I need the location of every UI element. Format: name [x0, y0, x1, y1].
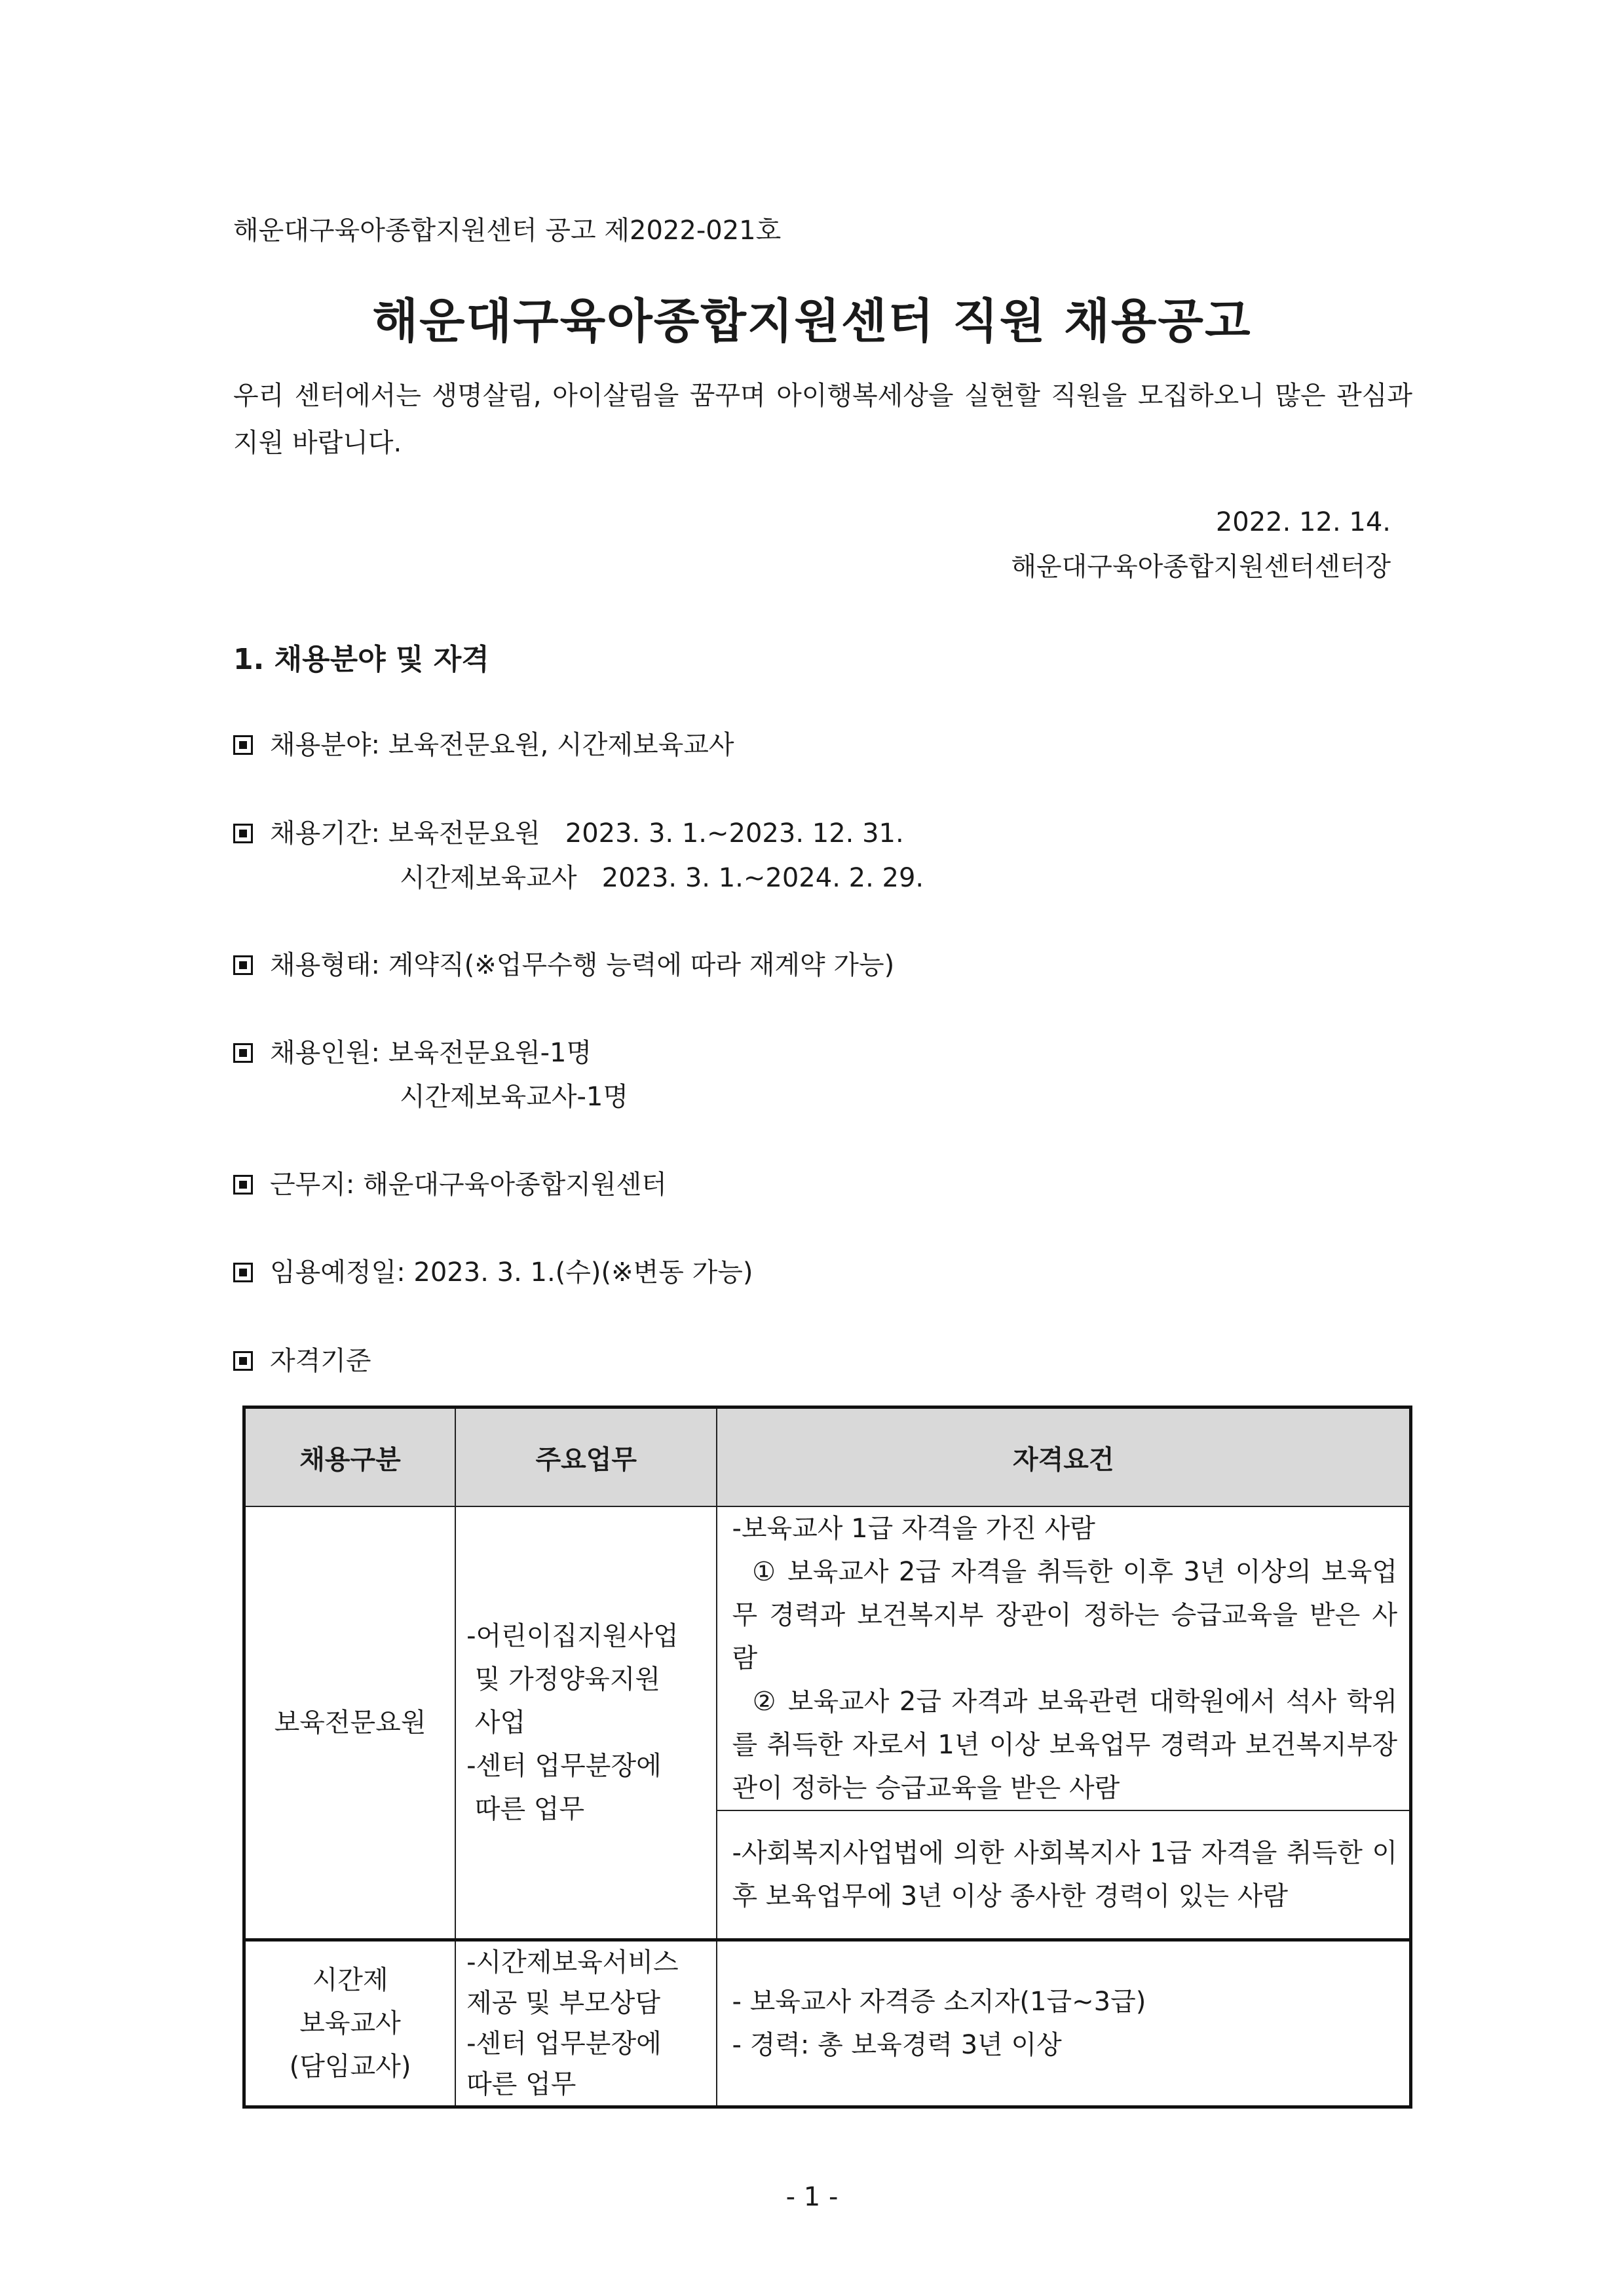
item-label: 근무지: [270, 1170, 355, 1200]
requirements-cell [717, 1506, 1410, 1810]
requirement-line: ② 보육교사 2급 자격과 보육관련 대학원에서 석사 학위를 취득한 자로서 1년 이상 보육업무 경력과 보건복지부장관이 정하는 승급교육을 받은 사람 [732, 1687, 1397, 1803]
item-label: 채용인원: [270, 1038, 381, 1068]
item-value-cont: 시간제보육교사 2023. 3. 1.~2024. 2. 29. [400, 863, 924, 893]
announcement-date: 2022. 12. 14. [1215, 507, 1391, 537]
square-bullet-icon [233, 1175, 253, 1195]
section-heading: 1. 채용분야 및 자격 [233, 643, 489, 676]
duties-text [456, 1942, 716, 2105]
duty-line: 따른 업무 [466, 1794, 585, 1824]
item-value-cont: 시간제보육교사-1명 [400, 1082, 629, 1112]
duty-line: -센터 업무분장에 [466, 2029, 662, 2059]
item-field [233, 732, 734, 758]
item-label: 채용기간: [270, 818, 381, 849]
requirements-cell [717, 1940, 1410, 2107]
duty-line: 제공 및 부모상담 [466, 1988, 661, 2018]
notice-number: 해운대구육아종합지원센터 공고 제2022-021호 [233, 216, 782, 246]
duty-line: 따른 업무 [466, 2069, 576, 2099]
category-line: (담임교사) [289, 2052, 411, 2082]
duty-line: -센터 업무분장에 [466, 1751, 662, 1781]
requirement-line: - 보육교사 자격증 소지자(1급~3급) [732, 1987, 1146, 2017]
item-label: 채용분야: [270, 730, 381, 760]
page-number: - 1 - [785, 2182, 839, 2212]
requirements-text [717, 1507, 1409, 1810]
requirement-line: ① 보육교사 2급 자격을 취득한 이후 3년 이상의 보육업무 경력과 보건복지부 장관이 정하는 승급교육을 받은 사람 [732, 1557, 1397, 1674]
table-row [244, 1940, 1411, 2107]
square-bullet-icon [233, 1043, 253, 1063]
header-duties: 주요업무 [455, 1407, 717, 1507]
item-value: 계약직(※업무수행 능력에 따라 재계약 가능) [388, 950, 895, 980]
item-qualification [233, 1348, 371, 1374]
requirement-line: - 경력: 총 보육경력 3년 이상 [732, 2030, 1062, 2060]
item-value: 2023. 3. 1.(수)(※변동 가능) [413, 1257, 753, 1288]
requirement-line: -사회복지사업법에 의한 사회복지사 1급 자격을 취득한 이후 보육업무에 3년 이상 종사한 경력이 있는 사람 [732, 1838, 1397, 1911]
category-line: 보육교사 [299, 2008, 401, 2038]
item-label: 자격기준 [270, 1346, 371, 1376]
square-bullet-icon [233, 735, 253, 755]
header-category: 채용구분 [244, 1407, 456, 1507]
square-bullet-icon [233, 1263, 253, 1282]
duty-line: 사업 [466, 1708, 526, 1738]
square-bullet-icon [233, 824, 253, 843]
table-row [244, 1506, 1411, 1810]
table-header-row [244, 1407, 1411, 1507]
qualification-table [242, 1406, 1412, 2109]
item-type [233, 952, 894, 978]
item-value: 보육전문요원-1명 [388, 1038, 592, 1068]
category-cell [244, 1940, 456, 2107]
category-label: 보육전문요원 [274, 1708, 426, 1738]
requirements-cell [717, 1810, 1410, 1940]
duty-line: -시간제보육서비스 [466, 1947, 679, 1978]
intro-paragraph: 우리 센터에서는 생명살림, 아이살림을 꿈꾸며 아이행복세상을 실현할 직원을 모집하오니 많은 관심과 지원 바랍니다. [233, 381, 1412, 458]
square-bullet-icon [233, 955, 253, 975]
item-value: 보육전문요원, 시간제보육교사 [388, 730, 734, 760]
item-value: 보육전문요원 2023. 3. 1.~2023. 12. 31. [388, 818, 904, 849]
category-cell [244, 1506, 456, 1940]
square-bullet-icon [233, 1351, 253, 1371]
duty-line: -어린이집지원사업 [466, 1621, 679, 1651]
item-period [233, 820, 904, 847]
item-label: 채용형태: [270, 950, 381, 980]
item-headcount [233, 1040, 592, 1066]
category-line: 시간제 [312, 1965, 388, 1995]
page-title: 해운대구육아종합지원센터 직원 채용공고 [372, 294, 1252, 349]
item-label: 임용예정일: [270, 1257, 406, 1288]
header-requirements: 자격요건 [717, 1407, 1410, 1507]
duties-cell [455, 1940, 717, 2107]
item-workplace [233, 1172, 667, 1198]
issuer-name: 해운대구육아종합지원센터센터장 [1011, 552, 1391, 582]
requirements-text [717, 1980, 1409, 2067]
item-start-date [233, 1259, 753, 1286]
item-value: 해운대구육아종합지원센터 [363, 1170, 667, 1200]
requirement-line: -보육교사 1급 자격을 가진 사람 [732, 1514, 1095, 1544]
duties-text [456, 1615, 716, 1831]
duties-cell [455, 1506, 717, 1940]
duty-line: 및 가정양육지원 [466, 1664, 661, 1694]
